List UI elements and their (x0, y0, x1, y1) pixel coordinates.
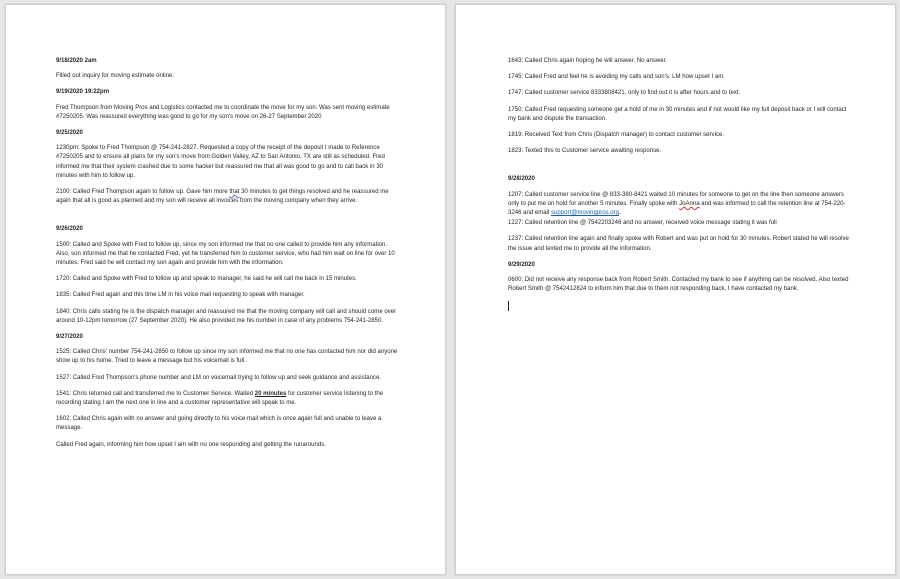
log-entry: 1747: Called customer service 8333808421, only to find out it is after hours and to text. (508, 90, 741, 97)
log-entry: Called Fred again, informing him how upset I am with no one responding and getting the runarounds. (56, 441, 326, 448)
log-text: 30 minutes to get things resolved and he reassured me again that all is good as planned and my son will receive all invoices from the moving company when they arrive. (56, 189, 389, 205)
date-heading: 9/26/2020 (56, 226, 83, 233)
log-entry: 1527: Called Fred Thompson's phone number and LM on voicemail trying to follow up and seek guidance and assistance. (56, 374, 382, 381)
page-2-body (508, 57, 849, 319)
spelling-flag[interactable]: JoAnna (679, 200, 700, 207)
email-link[interactable]: support@movingpros.org (551, 210, 620, 217)
log-entry (56, 390, 399, 408)
log-text: for customer service listening to the recording stating I am the next one in line and a customer representative will speak to me. (56, 390, 384, 407)
log-entry: 1230pm: Spoke to Fred Thompson @ 754-241-2827. Requested a copy of the receipt of the deposit I made to Reference #7250205 and to ensure all plans for my son's move from Golden Valley, AZ to San Antonio, TX are still as scheduled. Fred informed me that their system crashed due to some hacker but reassured me that all was good to go and to call back in 30 minutes with him to follow up. (56, 145, 385, 179)
log-entry: 1500: Called and Spoke with Fred to follow up, since my son informed me that no one called to provide him any information. Also, son informed me that he contacted Fred, yet he transferred him to customer service, who had him wait on line for over 10 minutes. Fred said he will contact my son again and provide him with the information. (56, 241, 395, 267)
log-entry: 1823: Texted this to Customer service awaiting response. (508, 148, 662, 155)
log-entry: 1750: Called Fred requesting someone get a hold of me in 30 minutes and if not would like my full deposit back or I will contact my bank and dispute the transaction. (508, 106, 847, 122)
log-entry: 1643: Called Chris again hoping he will answer. No answer. (508, 58, 667, 64)
log-text: 1207: Called customer service line @ 833-380-8421 waited 10 minutes for someone to get on the line then someone answers only to put me on hold for another 5 minutes. Finally spoke with (508, 191, 844, 207)
log-entry (56, 188, 399, 206)
log-entry: 1720: Called and Spoke with Fred to follow up and speak to manager, he said he will call me back in 15 minutes. (56, 276, 357, 283)
log-text: and was informed to call the retention line at 754-220-3246 and email (508, 200, 846, 217)
date-heading: 9/28/2020 (508, 176, 535, 183)
log-entry: 1835: Called Fred again and this time LM in his voice mail requesting to speak with manager. (56, 292, 305, 299)
page-1-body (56, 57, 399, 457)
document-page-1 (5, 4, 446, 575)
log-entry: 1819: Received Text from Chris (Dispatch manager) to contact customer service. (508, 132, 724, 139)
log-entry: 1525: Called Chris' number 754-241-2850 to follow up since my son informed me that no one has contacted him nor did anyone show up to his home. Tried to leave a message but his voicemail is full. (56, 349, 398, 365)
cursor-line[interactable] (508, 301, 849, 312)
text-cursor (508, 301, 509, 311)
log-text: 2100: Called Fred Thompson again to follow up. Gave him more (56, 189, 230, 196)
emphasis-text: 20 minutes (254, 390, 287, 397)
log-entry: 1237: Called retention line again and finally spoke with Robert and was put on hold for 30 minutes. Robert stated he will resolve the issue and texted me to provide all the information. (508, 236, 849, 252)
date-heading: 9/27/2020 (56, 334, 83, 341)
document-page-2 (455, 4, 896, 575)
log-text: . (619, 210, 621, 217)
log-text: 1541: Chris returned call and transferred me to Customer Service. Waited (56, 390, 255, 397)
date-heading: 9/18/2020 2am (56, 58, 97, 64)
log-entry: Filled out inquiry for moving estimate online. (56, 73, 174, 80)
log-entry: 1227: Called retention line @ 7542203246 and no answer, received voice message stating it was full (508, 220, 777, 227)
date-heading: 9/25/2020 (56, 130, 83, 137)
grammar-flag[interactable]: that (229, 189, 240, 196)
log-entry (508, 191, 849, 219)
log-entry: Fred Thompson from Moving Pros and Logistics contacted me to coordinate the move for my son. Was sent moving estimate #7250205. Was reassured everything was good to go for my son's move on 26-27 September 2020 (56, 104, 390, 120)
log-entry: 1745: Called Fred and feel he is avoiding my calls and son's. LM how upset I am. (508, 74, 725, 81)
log-entry: 0600: Did not receive any response back from Robert Smith. Contacted my bank to see if anything can be resolved. Also texted Robert Smith @ 7542412824 to inform him that due to them not responding back, I have contacted my bank. (508, 277, 849, 293)
log-entry: 1840: Chris calls stating he is the dispatch manager and reassured me that the moving company will call and should come over around 10-12pm tomorrow (27 September 2020). He also provided me his number in case of any problems 754-241-2850. (56, 308, 397, 324)
date-heading: 9/29/2020 (508, 261, 535, 268)
date-heading: 9/19/2020 19:22pm (56, 89, 110, 96)
log-entry: 1602: Called Chris again with no answer and going directly to his voice mail which is once again full and unable to leave a message. (56, 416, 382, 432)
